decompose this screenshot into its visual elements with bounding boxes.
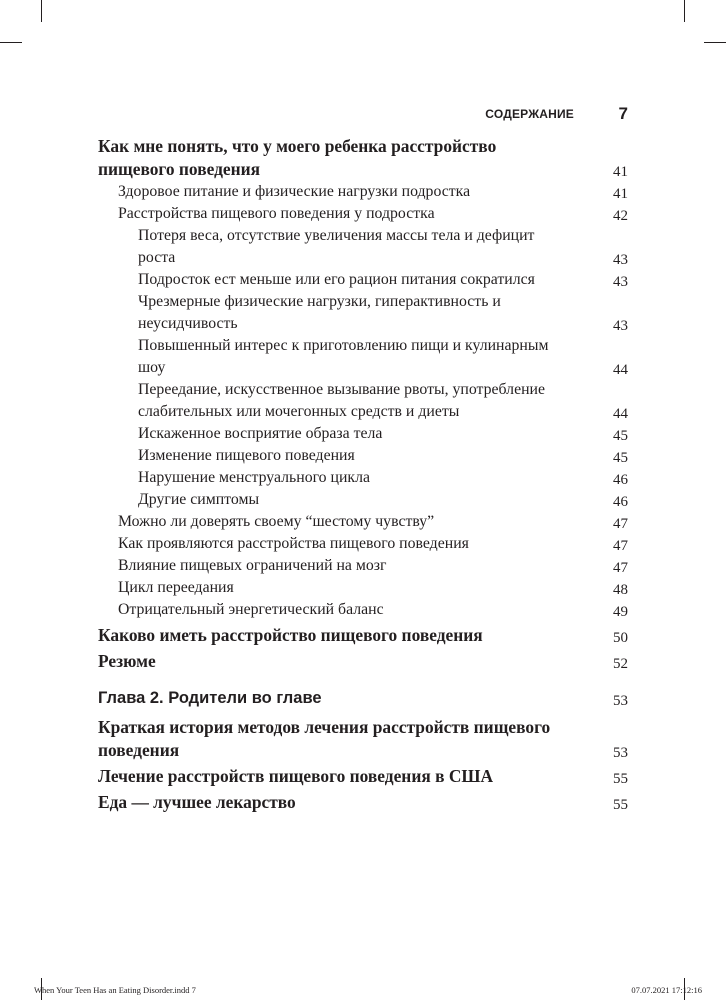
toc-entry-page: 48 <box>613 582 628 598</box>
toc-entry[interactable] <box>98 335 628 379</box>
toc-entry-title: Как проявляются расстройства пищевого поведения <box>118 535 469 552</box>
toc-entry-page: 53 <box>613 693 628 709</box>
toc-entry[interactable] <box>98 181 628 203</box>
page-number: 7 <box>618 104 628 123</box>
toc-entry[interactable] <box>98 269 628 291</box>
toc-entry-title: Повышенный интерес к приготовлению пищи и кулинарным шоу <box>138 337 549 376</box>
toc-entry-page: 41 <box>613 186 628 202</box>
toc-entry-title: Еда — лучшее лекарство <box>98 792 296 812</box>
crop-mark <box>704 42 726 43</box>
crop-mark <box>0 42 22 43</box>
toc-entry-page: 47 <box>613 560 628 576</box>
toc-entry-page: 44 <box>613 406 628 422</box>
toc-entry[interactable] <box>98 467 628 489</box>
toc-entry-page: 44 <box>613 362 628 378</box>
toc-entry-page: 53 <box>613 745 628 761</box>
section-title: СОДЕРЖАНИЕ <box>485 107 574 121</box>
toc-entry-title: Потеря веса, отсутствие увеличения массы тела и дефицит роста <box>138 227 535 266</box>
toc-entry-title: Здоровое питание и физические нагрузки подростка <box>118 183 471 200</box>
toc-entry[interactable] <box>98 555 628 577</box>
toc-entry-page: 43 <box>613 274 628 290</box>
toc-entry-title: Каково иметь расстройство пищевого поведения <box>98 625 483 645</box>
toc-entry-page: 42 <box>613 208 628 224</box>
toc-entry[interactable] <box>98 225 628 269</box>
toc-entry-page: 43 <box>613 252 628 268</box>
toc-entry-page: 49 <box>613 604 628 620</box>
toc-entry-page: 43 <box>613 318 628 334</box>
toc-entry-page: 47 <box>613 538 628 554</box>
toc-entry-title: Подросток ест меньше или его рацион питания сократился <box>138 271 535 288</box>
toc-entry[interactable] <box>98 423 628 445</box>
toc-entry-title: Нарушение менструального цикла <box>138 469 371 486</box>
toc-entry-page: 45 <box>613 428 628 444</box>
toc-entry[interactable] <box>98 135 628 181</box>
toc-entry-title: Переедание, искусственное вызывание рвоты, употребление слабительных или мочегонных средств и диеты <box>138 381 545 420</box>
toc-entry[interactable] <box>98 379 628 423</box>
toc-entry[interactable] <box>98 687 628 710</box>
toc-entry-title: Как мне понять, что у моего ребенка расстройство пищевого поведения <box>98 136 497 179</box>
toc-entry[interactable] <box>98 203 628 225</box>
toc-entry-title: Лечение расстройств пищевого поведения в США <box>98 766 494 786</box>
toc-entry[interactable] <box>98 599 628 621</box>
toc-entry[interactable] <box>98 511 628 533</box>
toc-entry[interactable] <box>98 533 628 555</box>
toc-entry-title: Изменение пищевого поведения <box>138 447 355 464</box>
toc-entry[interactable] <box>98 445 628 467</box>
toc-entry-title: Можно ли доверять своему “шестому чувству” <box>118 513 435 530</box>
toc-entry-title: Влияние пищевых ограничений на мозг <box>118 557 387 574</box>
toc-entry-title: Чрезмерные физические нагрузки, гиперактивность и неусидчивость <box>138 293 501 332</box>
toc-entry-page: 52 <box>613 656 628 672</box>
toc-entry[interactable] <box>98 765 628 788</box>
running-header <box>98 104 628 124</box>
toc-entry-page: 46 <box>613 472 628 488</box>
toc-entry-page: 55 <box>613 797 628 813</box>
toc-entry-page: 45 <box>613 450 628 466</box>
toc-entry[interactable] <box>98 291 628 335</box>
toc-entry-title: Резюме <box>98 651 156 671</box>
toc-entry[interactable] <box>98 577 628 599</box>
toc-entry[interactable] <box>98 624 628 647</box>
toc-entry[interactable] <box>98 791 628 814</box>
toc-entry-page: 41 <box>613 164 628 180</box>
toc-entry[interactable] <box>98 716 628 762</box>
toc-entry-title: Искаженное восприятие образа тела <box>138 425 383 442</box>
toc-entry-title: Глава 2. Родители во главе <box>98 689 322 707</box>
toc-entry-title: Краткая история методов лечения расстройств пищевого поведения <box>98 717 551 760</box>
slug-file-name: When Your Teen Has an Eating Disorder.indd 7 <box>34 985 196 995</box>
crop-mark <box>41 0 42 22</box>
crop-mark <box>684 0 685 22</box>
toc-entry[interactable] <box>98 650 628 673</box>
toc-entry-title: Другие симптомы <box>138 491 260 508</box>
toc-entry-title: Цикл переедания <box>118 579 234 596</box>
slug-timestamp: 07.07.2021 17:12:16 <box>631 985 702 995</box>
toc-entry[interactable] <box>98 489 628 511</box>
toc-entry-title: Отрицательный энергетический баланс <box>118 601 384 618</box>
toc-entry-page: 50 <box>613 630 628 646</box>
toc-entry-page: 46 <box>613 494 628 510</box>
toc-entry-page: 47 <box>613 516 628 532</box>
table-of-contents <box>98 135 628 814</box>
toc-entry-page: 55 <box>613 771 628 787</box>
toc-entry-title: Расстройства пищевого поведения у подростка <box>118 205 435 222</box>
